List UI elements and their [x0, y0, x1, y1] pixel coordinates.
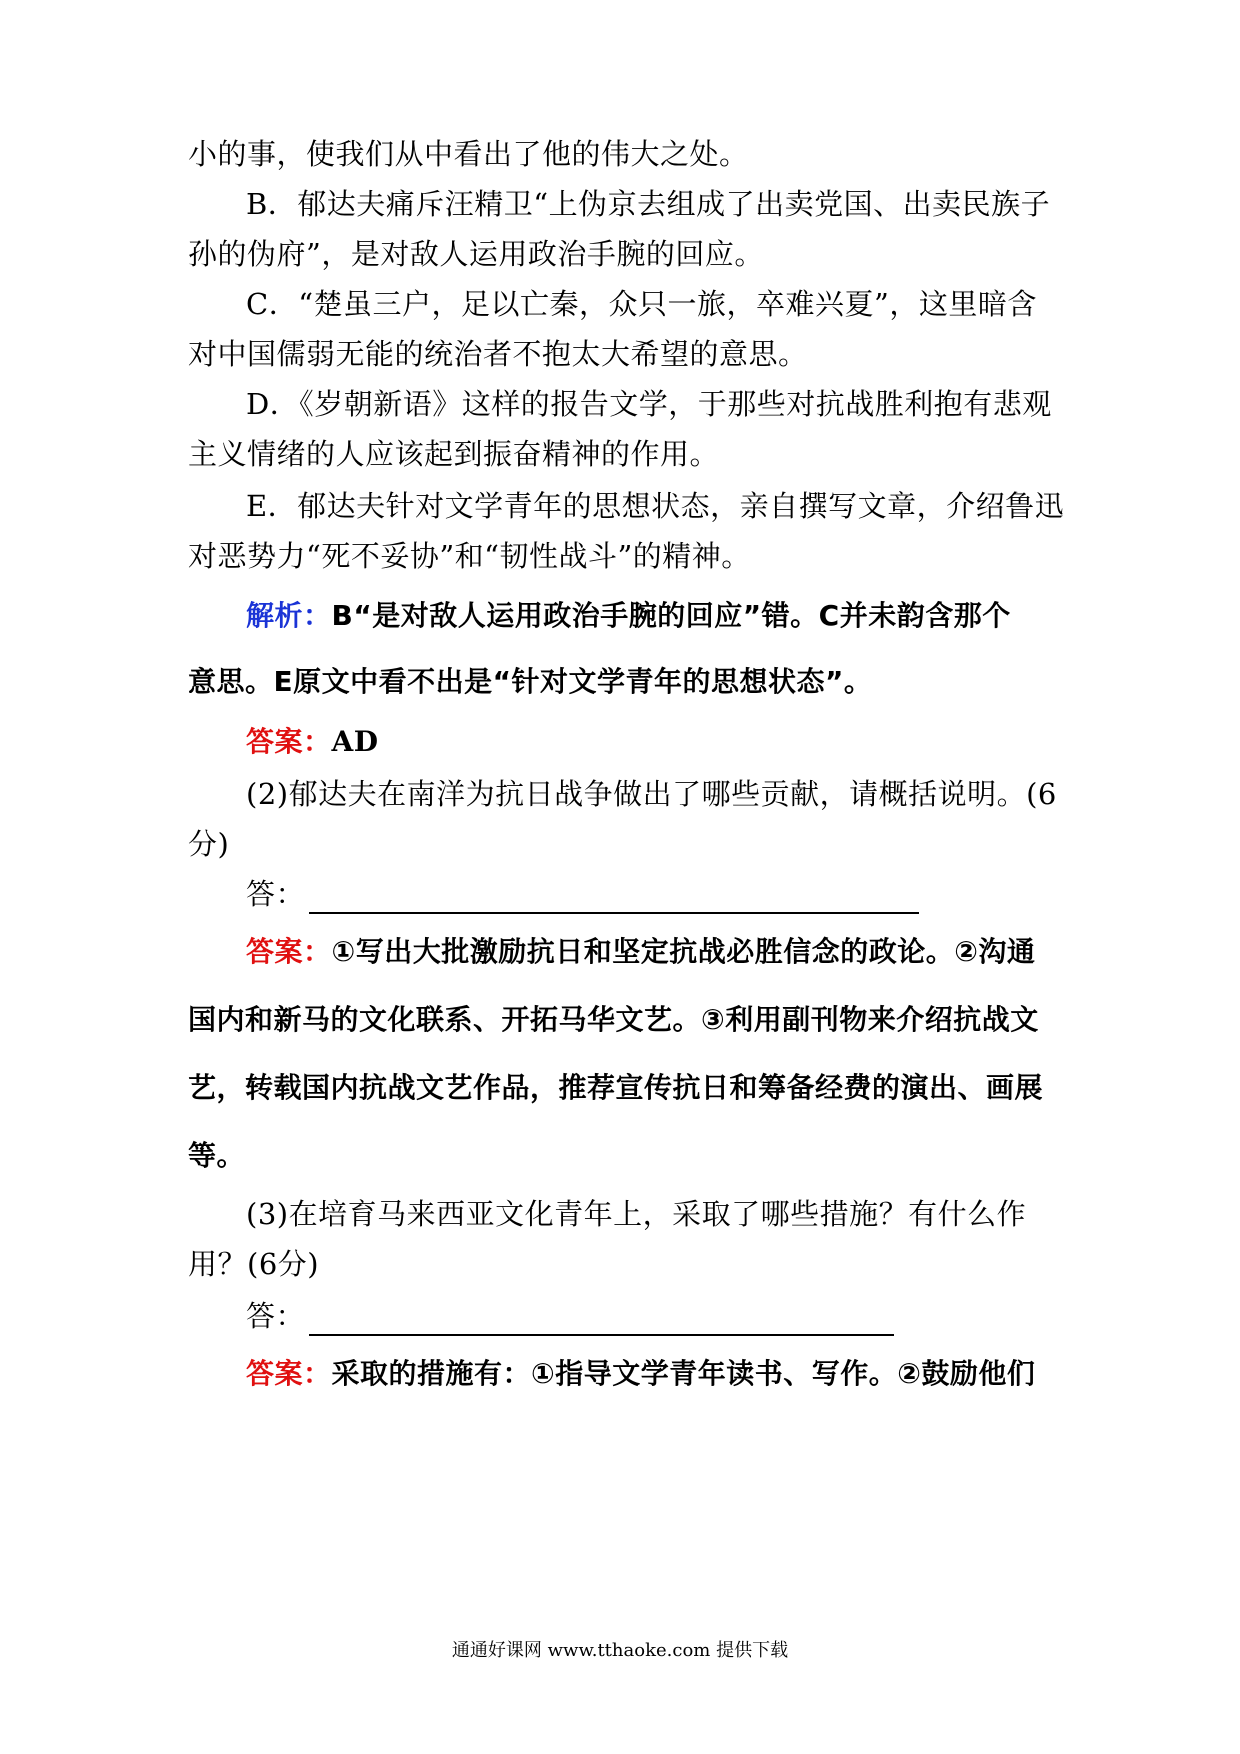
analysis-label: 解析：: [246, 599, 332, 632]
answer2-line4: 等。: [188, 1139, 246, 1172]
answer2-line1: [246, 932, 1058, 972]
option-d-line2: 主义情绪的人应该起到振奋精神的作用。: [188, 437, 720, 471]
analysis-line1: [246, 596, 1058, 636]
option-b-line1: B．郁达夫痛斥汪精卫“上伪京去组成了出卖党国、出卖民族子: [246, 187, 1051, 221]
analysis-line2: 意思。E原文中看不出是“针对文学青年的思想状态”。: [188, 665, 873, 698]
option-e-line2: 对恶势力“死不妥协”和“韧性战斗”的精神。: [188, 539, 751, 573]
question3-line1: (3)在培育马来西亚文化青年上，采取了哪些措施？有什么作: [246, 1197, 1027, 1231]
answer2-line2: 国内和新马的文化联系、开拓马华文艺。③利用副刊物来介绍抗战文: [188, 1003, 1039, 1036]
question3-line2: 用？(6分): [188, 1247, 320, 1281]
option-b-line2: 孙的伪府”，是对敌人运用政治手腕的回应。: [188, 237, 764, 271]
question3-answer-blank[interactable]: [309, 1304, 894, 1336]
answer3-text-line1: 采取的措施有：①指导文学青年读书、写作。②鼓励他们: [331, 1357, 1036, 1390]
answer2-text-line1: ①写出大批激励抗日和坚定抗战必胜信念的政论。②沟通: [331, 935, 1036, 968]
answer1-label: 答案：: [246, 725, 332, 758]
question3-answer-prompt: 答：: [246, 1299, 306, 1333]
question2-line1: (2)郁达夫在南洋为抗日战争做出了哪些贡献，请概括说明。(6: [246, 777, 1057, 811]
option-c-line1: C．“楚虽三户，足以亡秦，众只一旅，卒难兴夏”，这里暗含: [246, 287, 1037, 321]
question2-answer-prompt: 答：: [246, 877, 306, 911]
answer1-value: AD: [331, 725, 379, 758]
answer3-label: 答案：: [246, 1357, 332, 1390]
answer3-line1: [246, 1354, 1058, 1394]
question2-answer-row: [246, 874, 1058, 914]
question3-answer-row: [246, 1296, 1058, 1336]
page-footer: 通通好课网 www.tthaoke.com 提供下载: [451, 1640, 789, 1661]
analysis-text-line1: B“是对敌人运用政治手腕的回应”错。C并未韵含那个: [331, 599, 1011, 632]
question2-line2: 分): [188, 827, 230, 861]
option-e-line1: E．郁达夫针对文学青年的思想状态，亲自撰写文章，介绍鲁迅: [246, 489, 1065, 523]
answer2-label: 答案：: [246, 935, 332, 968]
question2-answer-blank[interactable]: [309, 882, 919, 914]
answer1-line: [246, 722, 1058, 762]
answer2-line3: 艺，转载国内抗战文艺作品，推荐宣传抗日和筹备经费的演出、画展: [188, 1071, 1044, 1104]
option-a-continued: 小的事，使我们从中看出了他的伟大之处。: [188, 137, 749, 171]
option-c-line2: 对中国儒弱无能的统治者不抱太大希望的意思。: [188, 337, 808, 371]
option-d-line1: D．《岁朝新语》这样的报告文学，于那些对抗战胜利抱有悲观: [246, 387, 1052, 421]
